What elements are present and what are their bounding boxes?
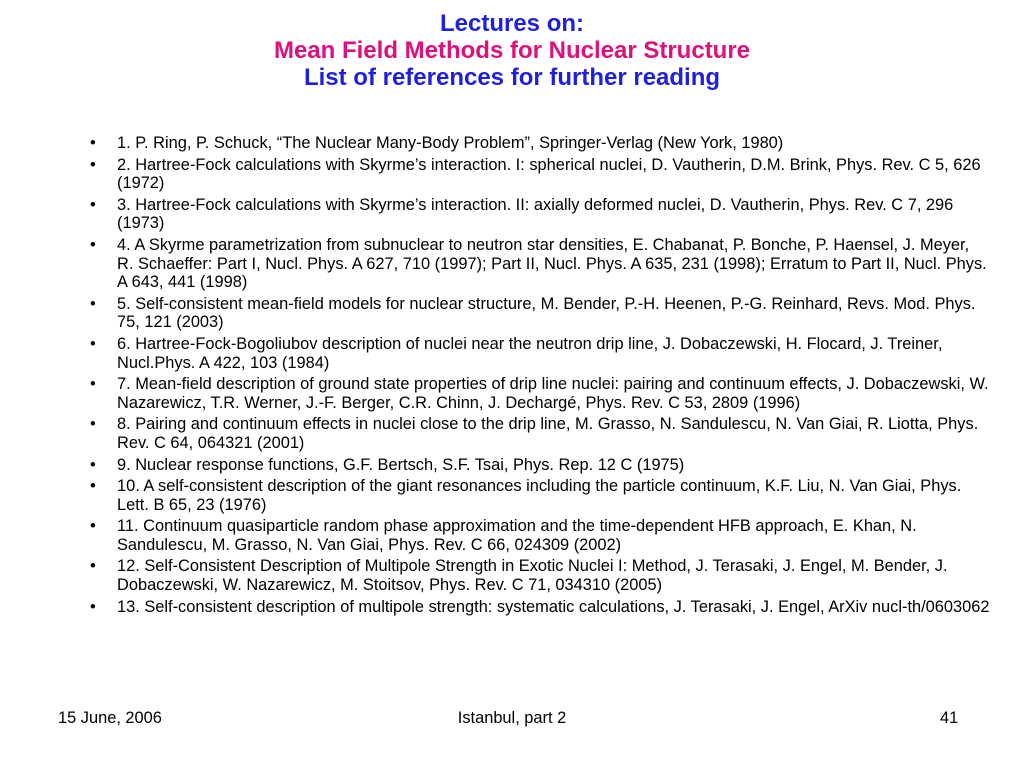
footer-page-number: 41 bbox=[940, 709, 959, 727]
title-line-1: Lectures on: bbox=[439, 10, 585, 37]
footer-date: 15 June, 2006 bbox=[58, 709, 162, 727]
reference-item bbox=[90, 477, 990, 514]
reference-text: 12. Self-Consistent Description of Multipole Strength in Exotic Nuclei I: Method, J. Terasaki, J. Engel, M. Bender, J. Dobaczewski, W. Nazarewicz, M. Stoitsov, Phys. Rev. C 71, 034310 (2005) bbox=[117, 557, 948, 595]
reference-text: 9. Nuclear response functions, G.F. Bertsch, S.F. Tsai, Phys. Rep. 12 C (1975) bbox=[117, 455, 685, 474]
bullet-icon: • bbox=[90, 455, 96, 474]
bullet-icon: • bbox=[90, 235, 96, 254]
bullet-icon: • bbox=[90, 557, 96, 576]
reference-item bbox=[90, 134, 990, 153]
reference-item bbox=[90, 236, 990, 292]
title-line-2: Mean Field Methods for Nuclear Structure bbox=[273, 37, 751, 64]
reference-text: 10. A self-consistent description of the giant resonances including the particle continuum, K.F. Liu, N. Van Giai, Phys. Lett. B 65, 23 (1976) bbox=[117, 477, 962, 514]
reference-item bbox=[90, 196, 990, 233]
slide-title bbox=[0, 10, 1024, 91]
bullet-icon: • bbox=[90, 134, 96, 152]
reference-text: 1. P. Ring, P. Schuck, “The Nuclear Many-Body Problem”, Springer-Verlag (New York, 1980) bbox=[117, 134, 784, 152]
reference-item bbox=[90, 375, 990, 412]
bullet-icon: • bbox=[90, 375, 96, 394]
bullet-icon: • bbox=[90, 517, 96, 536]
reference-item bbox=[90, 156, 990, 193]
reference-text: 3. Hartree-Fock calculations with Skyrme’s interaction. II: axially deformed nuclei, D. Vautherin, Phys. Rev. C 7, 296 (1973) bbox=[117, 195, 954, 233]
bullet-icon: • bbox=[90, 294, 96, 313]
footer-location: Istanbul, part 2 bbox=[457, 709, 567, 727]
reference-item bbox=[90, 415, 990, 452]
reference-text: 7. Mean-field description of ground state properties of drip line nuclei: pairing and continuum effects, J. Dobaczewski, W. Nazarewicz, T.R. Werner, J.-F. Berger, C.R. Chinn, J. Dechargé, Phys. Rev. C 53, 2809 (1996) bbox=[117, 375, 989, 412]
reference-item bbox=[90, 335, 990, 372]
reference-text: 2. Hartree-Fock calculations with Skyrme’s interaction. I: spherical nuclei, D. Vautherin, D.M. Brink, Phys. Rev. C 5, 626 (1972) bbox=[117, 155, 981, 193]
bullet-icon: • bbox=[90, 195, 96, 214]
bullet-icon: • bbox=[90, 334, 96, 353]
bullet-icon: • bbox=[90, 477, 96, 496]
bullet-icon: • bbox=[90, 597, 96, 616]
reference-item bbox=[90, 295, 990, 332]
reference-item bbox=[90, 456, 990, 475]
reference-text: 13. Self-consistent description of multipole strength: systematic calculations, J. Terasaki, J. Engel, ArXiv nucl-th/0603062 bbox=[117, 597, 990, 616]
reference-item bbox=[90, 517, 990, 554]
reference-text: 8. Pairing and continuum effects in nuclei close to the drip line, M. Grasso, N. Sandulescu, N. Van Giai, R. Liotta, Phys. Rev. C 64, 064321 (2001) bbox=[117, 415, 979, 452]
reference-text: 11. Continuum quasiparticle random phase approximation and the time-dependent HFB approach, E. Khan, N. Sandulescu, M. Grasso, N. Van Giai, Phys. Rev. C 66, 024309 (2002) bbox=[117, 517, 917, 554]
reference-text: 4. A Skyrme parametrization from subnuclear to neutron star densities, E. Chabanat, P. Bonche, P. Haensel, J. Meyer, R. Schaeffer: Part I, Nucl. Phys. A 627, 710 (1997); Part II, Nucl. Phys. A 635, 231 (1998); Erratum to Part II, Nucl. Phys. A 643, 441 (1998) bbox=[117, 235, 987, 292]
reference-item bbox=[90, 557, 990, 594]
reference-item bbox=[90, 598, 990, 617]
reference-list bbox=[90, 134, 990, 619]
reference-text: 5. Self-consistent mean-field models for nuclear structure, M. Bender, P.-H. Heenen, P.-G. Reinhard, Revs. Mod. Phys. 75, 121 (2003) bbox=[117, 294, 976, 332]
title-line-3: List of references for further reading bbox=[303, 64, 721, 91]
reference-text: 6. Hartree-Fock-Bogoliubov description of nuclei near the neutron drip line, J. Dobaczewski, H. Flocard, J. Treiner, Nucl.Phys. A 422, 103 (1984) bbox=[117, 334, 943, 372]
bullet-icon: • bbox=[90, 155, 96, 174]
bullet-icon: • bbox=[90, 415, 96, 434]
